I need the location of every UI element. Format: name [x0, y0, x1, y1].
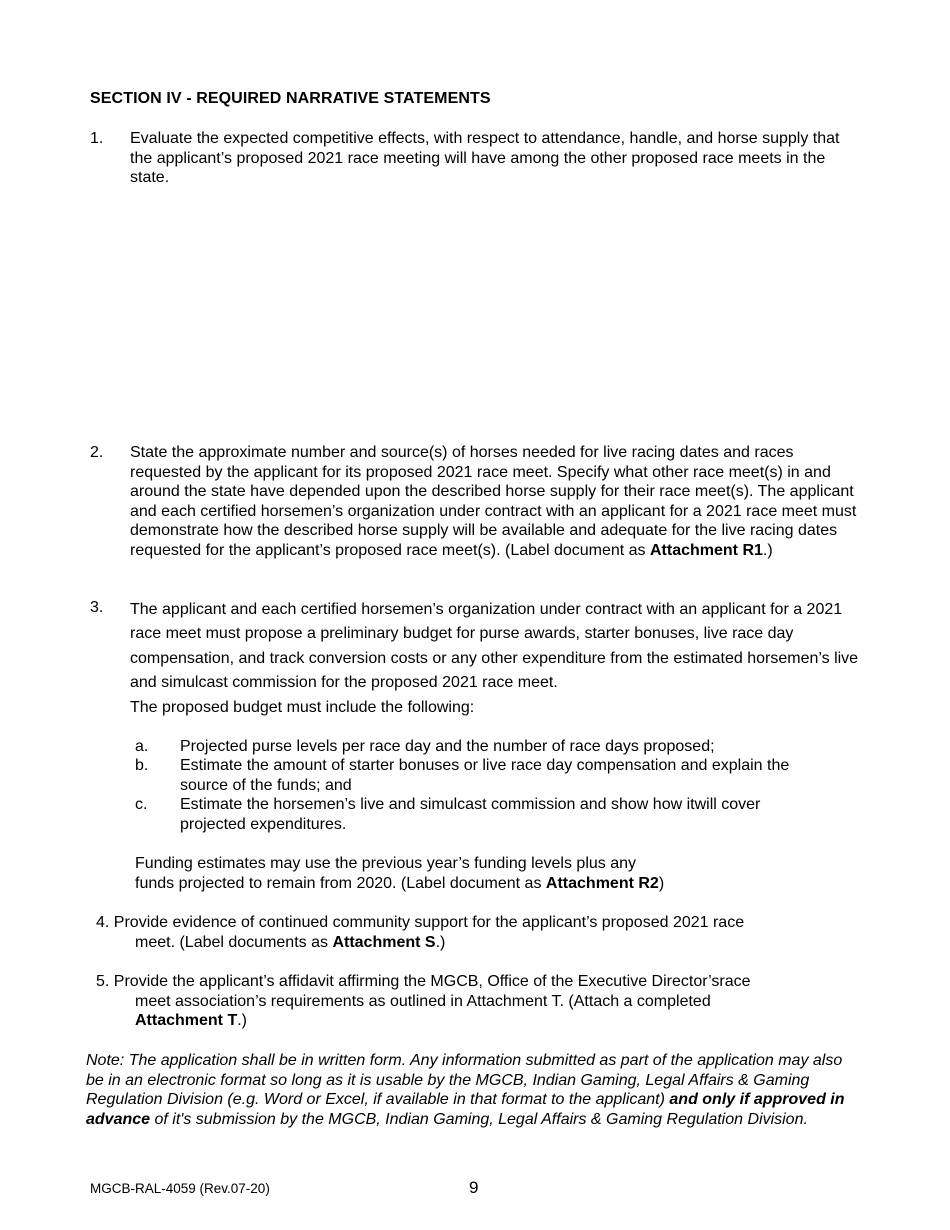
item-text: The applicant and each certified horsemen’s organization under contract with an applicant for a 2021 race meet must propose a preliminary budget for purse awards, starter bonuses, live race day compensation, and track conversion costs or any other expenditure from the estimated horsemen’s live and simulcast commission for the proposed 2021 race meet. The proposed budget must include the following: [130, 601, 859, 716]
attachment-reference: Attachment T [135, 1012, 238, 1030]
page-number: 9 [469, 1178, 479, 1197]
narrative-item-5: 5. Provide the applicant’s affidavit affirming the MGCB, Office of the Executive Director’srace meet association’s requirements as outlined in Attachment T. (Attach a completed Attachment T.) [96, 973, 751, 1030]
subitem-letter: c. [135, 796, 148, 813]
funding-estimates-paragraph: Funding estimates may use the previous year’s funding levels plus any funds projected to remain from 2020. (Label document as Attachment R2) [135, 855, 665, 892]
item-number: 1. [90, 130, 104, 147]
attachment-reference: Attachment S [332, 933, 436, 951]
section-heading: SECTION IV - REQUIRED NARRATIVE STATEMENTS [90, 90, 491, 107]
subitem-text: Projected purse levels per race day and the number of race days proposed; [180, 738, 715, 755]
narrative-item-2 [90, 443, 860, 561]
subitem-a [135, 737, 825, 757]
narrative-item-3 [90, 598, 860, 720]
subitem-letter: a. [135, 738, 149, 755]
subitem-text: Estimate the amount of starter bonuses or live race day compensation and explain the source of the funds; and [180, 757, 790, 794]
attachment-reference: Attachment R1 [650, 541, 763, 559]
item-text: Evaluate the expected competitive effects, with respect to attendance, handle, and horse supply that the applicant’s proposed 2021 race meeting will have among the other proposed race meets in the state. [130, 130, 840, 187]
item-text: State the approximate number and source(s) of horses needed for live racing dates and races requested by the applicant for its proposed 2021 race meet. Specify what other race meet(s) in and around the state have depended upon the described horse supply for their race meet(s). The applicant and each certified horsemen’s organization under contract with an applicant for a 2021 race meet must demonstrate how the described horse supply will be available and adequate for the live racing dates requested for the applicant’s proposed race meet(s). (Label document as Attachment R1.) [130, 444, 857, 559]
item-number: 2. [90, 444, 104, 461]
subitem-b [135, 756, 825, 795]
subitem-c [135, 795, 825, 834]
attachment-reference: Attachment R2 [545, 874, 659, 892]
item-number: 3. [90, 599, 104, 616]
application-note: Note: The application shall be in written form. Any information submitted as part of the application may also be in an electronic format so long as it is usable by the MGCB, Indian Gaming, Legal Affairs & Gaming Regulation Division (e.g. Word or Excel, if available in that format to the applicant) and only if approved in advance of it's submission by the MGCB, Indian Gaming, Legal Affairs & Gaming Regulation Division. [86, 1052, 845, 1128]
narrative-item-1 [90, 129, 860, 188]
subitem-text: Estimate the horsemen’s live and simulcast commission and show how itwill cover projected expenditures. [180, 796, 761, 833]
form-code: MGCB-RAL-4059 (Rev.07-20) [90, 1181, 270, 1196]
subitem-letter: b. [135, 757, 149, 774]
narrative-item-4: 4. Provide evidence of continued community support for the applicant’s proposed 2021 race meet. (Label documents as Attachment S.) [96, 914, 745, 951]
